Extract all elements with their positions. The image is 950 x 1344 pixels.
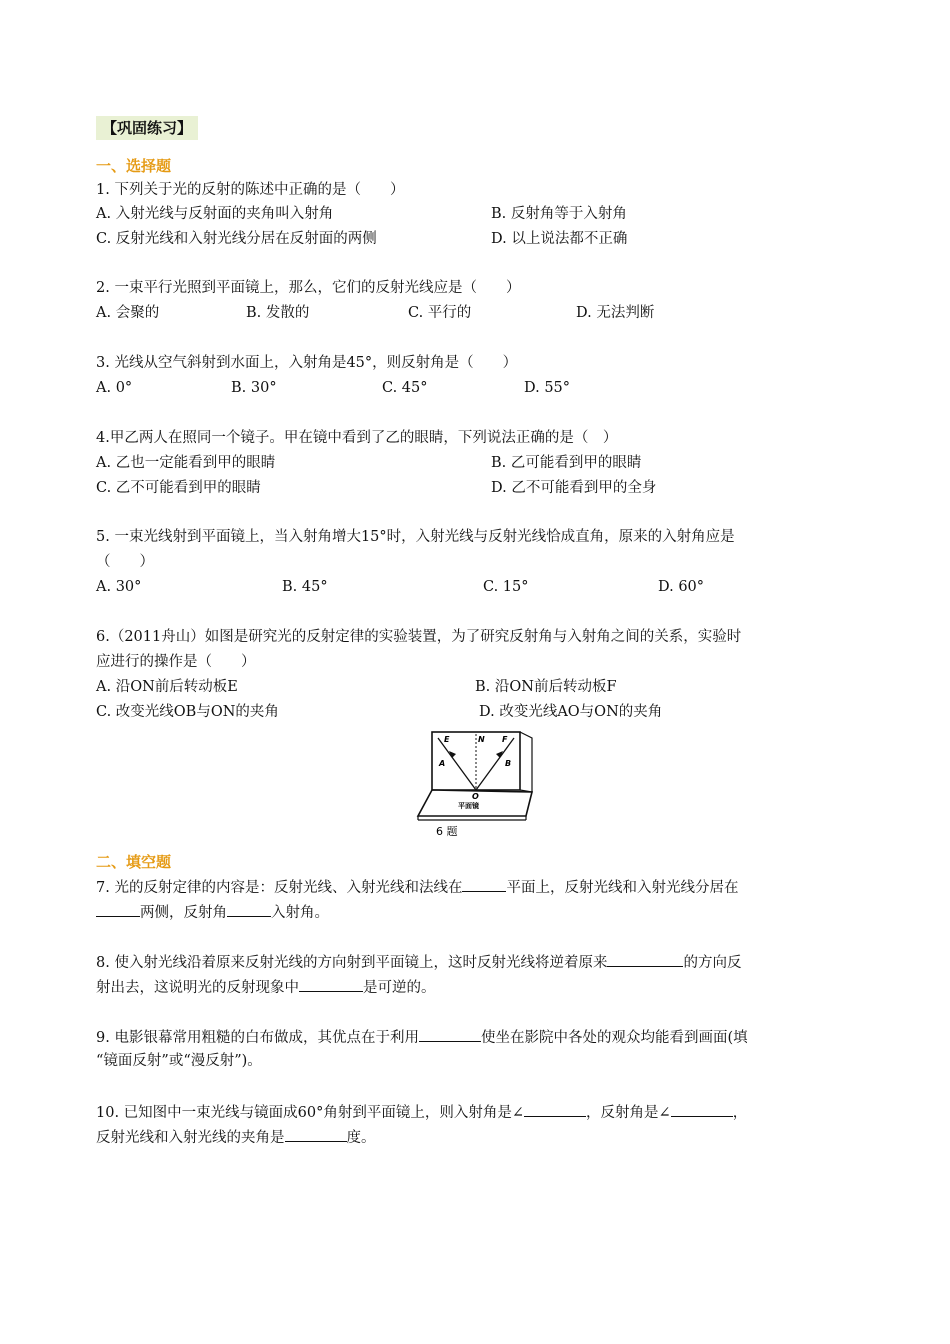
q1-option-d: D. 以上说法都不正确 [491,231,628,247]
q8-text-4: 是可逆的。 [363,980,436,996]
q4-option-d: D. 乙不可能看到甲的全身 [491,480,657,496]
label-f: F [502,735,508,744]
q5-option-a: A. 30° [96,579,142,595]
q2-stem: 2. 一束平行光照到平面镜上，那么，它们的反射光线应是（ ） [96,280,521,296]
q9-line1 [96,1026,748,1048]
q7-blank-2[interactable] [96,901,140,917]
section-fill-in: 二、填空题 [96,853,172,871]
q2-option-c: C. 平行的 [408,305,472,321]
q8-line2 [96,976,436,998]
q10-text-5: 度。 [346,1130,376,1146]
q3-option-a: A. 0° [96,380,133,396]
label-b: B [505,759,512,768]
label-a: A [439,759,446,768]
q10-blank-1[interactable] [524,1101,586,1117]
q10-line1 [96,1101,747,1123]
q5-option-c: C. 15° [483,579,529,595]
q6-option-a: A. 沿ON前后转动板E [96,679,238,695]
q2-option-b: B. 发散的 [246,305,310,321]
q7-blank-3[interactable] [227,901,271,917]
q4-option-b: B. 乙可能看到甲的眼睛 [491,455,642,471]
q8-text-3: 射出去，这说明光的反射现象中 [96,980,299,996]
q10-blank-3[interactable] [285,1126,347,1142]
q6-stem-line2: 应进行的操作是（ ） [96,654,256,670]
q7-blank-1[interactable] [462,876,506,892]
q4-option-c: C. 乙不可能看到甲的眼睛 [96,480,261,496]
q7-text-3: 两侧，反射角 [140,905,227,921]
q10-text-2: ，反射角是∠ [586,1105,671,1121]
q1-stem: 1. 下列关于光的反射的陈述中正确的是（ ） [96,182,405,198]
q5-stem-line2: （ ） [96,554,154,570]
q4-option-a: A. 乙也一定能看到甲的眼睛 [96,455,276,471]
q3-option-d: D. 55° [524,380,571,396]
q7-text-4: 入射角。 [271,905,329,921]
section-multiple-choice: 一、选择题 [96,157,172,175]
q2-option-a: A. 会聚的 [96,305,160,321]
q2-option-d: D. 无法判断 [576,305,655,321]
q1-option-b: B. 反射角等于入射角 [491,206,627,222]
q5-stem-line1: 5. 一束光线射到平面镜上，当入射角增大15°时，入射光线与反射光线恰成直角，原来的入射角应是 [96,529,735,545]
q8-blank-1[interactable] [607,951,683,967]
q10-line2 [96,1126,376,1148]
board-side [520,732,532,792]
q10-text-4: 反射光线和入射光线的夹角是 [96,1130,285,1146]
q10-blank-2[interactable] [671,1101,733,1117]
label-e: E [444,735,450,744]
q3-option-b: B. 30° [231,380,277,396]
q7-line2 [96,901,329,923]
q6-stem-line1: 6.（2011舟山）如图是研究光的反射定律的实验装置，为了研究反射角与入射角之间的关系，实验时 [96,629,742,645]
q7-text-2: 平面上，反射光线和入射光线分居在 [506,880,739,896]
q9-text-2: 使坐在影院中各处的观众均能看到画面(填 [480,1030,748,1046]
q3-stem: 3. 光线从空气斜射到水面上，入射角是45°，则反射角是（ ） [96,355,518,371]
q7-text-1: 7. 光的反射定律的内容是：反射光线、入射光线和法线在 [96,880,463,896]
q10-text-3: ， [732,1105,748,1121]
practice-header: 【巩固练习】 [96,116,198,140]
q1-option-c: C. 反射光线和入射光线分居在反射面的两侧 [96,231,377,247]
q8-text-1: 8. 使入射光线沿着原来反射光线的方向射到平面镜上，这时反射光线将逆着原来 [96,955,608,971]
label-n: N [478,735,485,744]
q4-stem: 4.甲乙两人在照同一个镜子。甲在镜中看到了乙的眼睛，下列说法正确的是（ ） [96,430,618,446]
q7-line1 [96,876,738,898]
q9-text-1: 9. 电影银幕常用粗糙的白布做成，其优点在于利用 [96,1030,419,1046]
reflection-experiment-figure [414,728,544,840]
q6-option-d: D. 改变光线AO与ON的夹角 [479,704,663,720]
q6-option-b: B. 沿ON前后转动板F [475,679,617,695]
mirror-label: 平面镜 [458,802,479,810]
q5-option-b: B. 45° [282,579,328,595]
q3-option-c: C. 45° [382,380,428,396]
q5-option-d: D. 60° [658,579,705,595]
label-o: O [472,792,479,801]
figure-caption: 6 题 [436,825,458,838]
q8-blank-2[interactable] [299,976,363,992]
q6-option-c: C. 改变光线OB与ON的夹角 [96,704,279,720]
q9-blank-1[interactable] [419,1026,481,1042]
q10-text-1: 10. 已知图中一束光线与镜面成60°角射到平面镜上，则入射角是∠ [96,1105,525,1121]
q9-line2: “镜面反射”或“漫反射”)。 [96,1053,262,1069]
q1-option-a: A. 入射光线与反射面的夹角叫入射角 [96,206,334,222]
q8-text-2: 的方向反 [683,955,742,971]
q8-line1 [96,951,741,973]
